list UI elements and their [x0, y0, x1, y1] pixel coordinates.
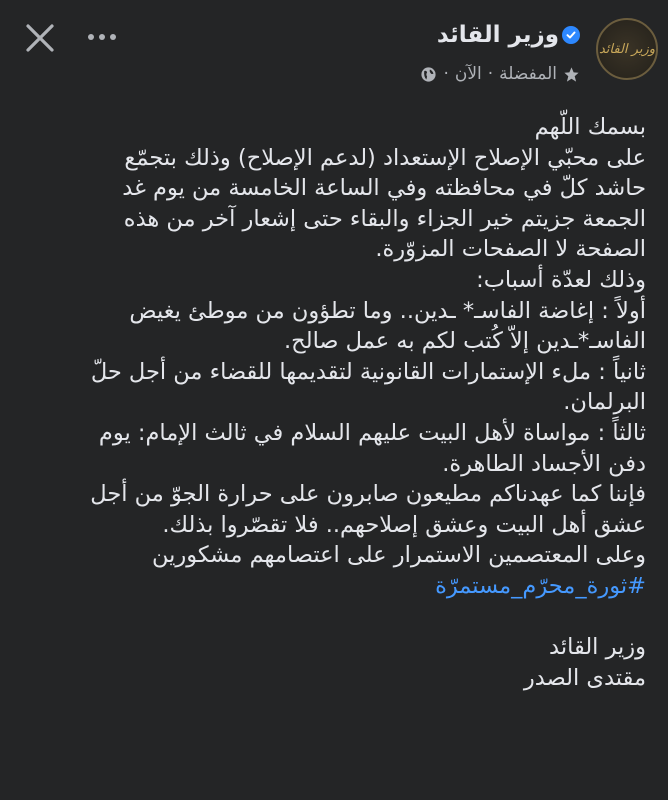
- post-line: وذلك لعدّة أسباب:: [476, 266, 646, 293]
- avatar[interactable]: [596, 18, 658, 80]
- blank-line: [16, 602, 646, 633]
- post-line: وعلى المعتصمين الاستمرار على اعتصامهم مشكورين: [151, 542, 646, 569]
- signature-line: مقتدى الصدر: [523, 664, 646, 691]
- more-icon-dot: [110, 34, 116, 40]
- more-icon-dot: [99, 34, 105, 40]
- star-icon: [563, 66, 580, 83]
- post-time[interactable]: الآن: [454, 64, 482, 84]
- audience-label[interactable]: المفضلة: [499, 64, 557, 84]
- close-icon: [22, 20, 58, 56]
- post-line: حاشد كلّ في محافظته وفي الساعة الخامسة من يوم غد: [122, 175, 646, 202]
- signature-line: وزير القائد: [549, 634, 646, 661]
- more-options-button[interactable]: [88, 30, 124, 44]
- post-line: ثانياً : ملء الإستمارات القانونية لتقديمها للقضاء من أجل حلّ: [90, 358, 646, 385]
- post-line: أولاً : إغاضة الفاسـ* ـدين.. وما تطؤون من موطئ يغيض: [129, 297, 646, 324]
- hashtag-link[interactable]: #ثورة_محرّم_مستمرّة: [435, 572, 646, 599]
- close-button[interactable]: [22, 20, 58, 56]
- post-line: الفاسـ*ـدين إلاّ كُتب لكم به عمل صالح.: [284, 328, 646, 355]
- post-body: [16, 112, 646, 693]
- more-icon: [88, 34, 94, 40]
- author-row: [437, 22, 580, 48]
- post-line: دفن الأجساد الطاهرة.: [442, 450, 646, 477]
- globe-icon: [420, 66, 437, 83]
- separator: ·: [443, 64, 449, 84]
- post-line: ثالثاً : مواساة لأهل البيت عليهم السلام في ثالث الإمام: يوم: [98, 419, 646, 446]
- post-line: على محبّي الإصلاح الإستعداد (لدعم الإصلاح) وذلك بتجمّع: [124, 144, 646, 171]
- post-line: بسمك اللّهم: [534, 114, 646, 140]
- verified-badge-icon: [562, 26, 580, 44]
- avatar-logo: وزير القائد: [598, 41, 656, 57]
- post-line: الصفحة لا الصفحات المزوّرة.: [375, 236, 646, 263]
- post-line: الجمعة جزيتم خير الجزاء والبقاء حتى إشعار آخر من هذه: [123, 205, 646, 232]
- post-meta: [420, 64, 580, 84]
- separator: ·: [487, 64, 494, 84]
- post-line: عشق أهل البيت وعشق إصلاحهم.. فلا تقصّروا بذلك.: [162, 511, 646, 538]
- post-line: فإننا كما عهدناكم مطيعون صابرون على حرارة الجوّ من أجل: [90, 481, 646, 508]
- author-name[interactable]: وزير القائد: [436, 22, 559, 48]
- post-header: [0, 0, 668, 100]
- post-line: البرلمان.: [563, 389, 646, 416]
